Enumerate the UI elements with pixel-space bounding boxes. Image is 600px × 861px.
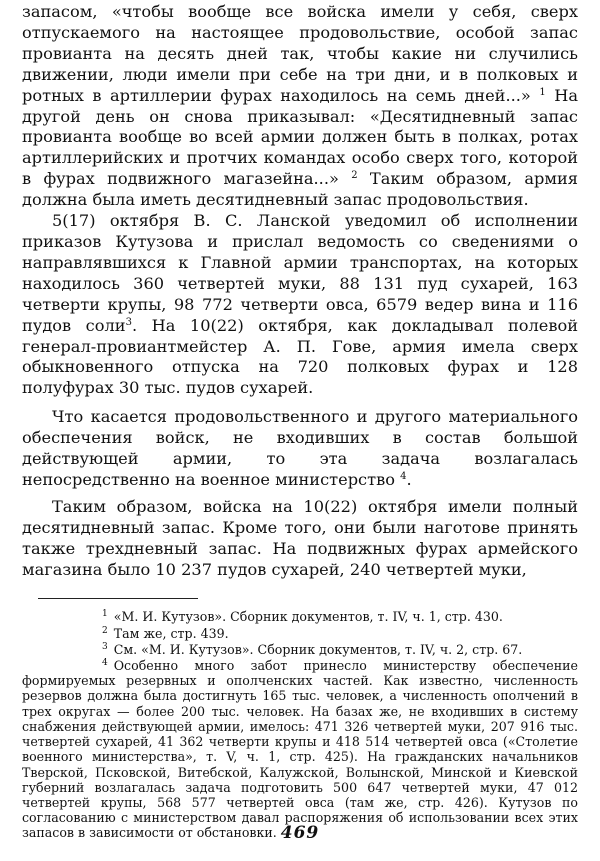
page-number: 469: [280, 823, 320, 843]
footnote-divider: [38, 598, 198, 599]
footnote-ref-2[interactable]: 2: [351, 170, 358, 182]
paragraph-2: 5(17) октября В. С. Ланской уведомил об исполнении приказов Кутузова и прислал ведомость со сведениями о направлявшихся к Главной армии транспортах, на которых находилось 360 четвертей муки, 88 131 пуд сухарей, 163 четверти крупы, 98 772 четверти овса, 6579 ведер вина и 116 пудов соли$^3$. На 10(22) октября, как докладывал полевой генерал-провиантмейстер А. П. Гове, армия имела сверх обыкновенного отпуска на 720 полковых фурах и 128 полуфурах 30 тыс. пудов сухарей.: [22, 211, 578, 398]
footnote-ref-1[interactable]: 1: [539, 86, 546, 98]
paragraph-1: запасом, «чтобы вообще все войска имели у себя, сверх отпускаемого на настоящее продовольствие, особой запас провианта на десять дней так, чтобы какие ни случились движении, люди имели при себе на три дни, и в полковых и ротных в артиллерии фурах находилось на семь дней...» $^1$ На другой день он снова приказывал: «Десятидневный запас провианта вообще во всей армии должен быть в полках, ротах артиллерийских и протчих командах особо сверх того, которой в фурах подвижного магазейна...» $^2$ Таким образом, армия должна была иметь десятидневный запас продовольствия.: [22, 2, 578, 210]
footnote-ref-4[interactable]: 4: [400, 470, 407, 482]
footnote-ref-3[interactable]: 3: [125, 316, 132, 328]
footnote-2: 2 Там же, стр. 439.: [102, 625, 229, 641]
page-body: [22, 2, 578, 841]
footnote-3: 3 См. «М. И. Кутузов». Сборник документов, т. IV, ч. 2, стр. 67.: [102, 641, 523, 657]
footnote-1: 1 «М. И. Кутузов». Сборник документов, т. IV, ч. 1, стр. 430.: [102, 609, 503, 625]
paragraph-4: Таким образом, войска на 10(22) октября имели полный десятидневный запас. Кроме того, они были наготове принять также трехдневный запас. На подвижных фурах армейского магазина было 10 237 пудов сухарей, 240 четвертей муки,: [22, 496, 578, 579]
footnote-4: 4 Особенно много забот принесло министерству обеспечение формируемых резервных и ополченских частей. Как известно, численность резервов должна была достигнуть 165 тыс. человек, а численность ополчений в трех округах — более 200 тыс. человек. На базах же, не входивших в систему снабжения действующей армии, имелось: 471 326 четвертей муки, 207 916 тыс. четвертей сухарей, 41 362 четверти крупы и 418 514 четвертей овса («Столетие военного министерства», т. V, ч. 1, стр. 425). На гражданских начальников Тверской, Псковской, Витебской, Калужской, Волынской, Минской и Киевской губерний возлагалась задача подготовить 500 647 четвертей муки, 47 012 четвертей крупы, 568 577 четвертей овса (там же, стр. 426). Кутузов по согласованию с министерством давал распоряжения об использовании всех этих запасов в зависимости от обстановки.: [22, 658, 578, 841]
paragraph-3: Что касается продовольственного и другого материального обеспечения войск, не входивших в состав большой действующей армии, то эта задача возлагалась непосредственно на военное министерство $^4$.: [22, 407, 578, 489]
